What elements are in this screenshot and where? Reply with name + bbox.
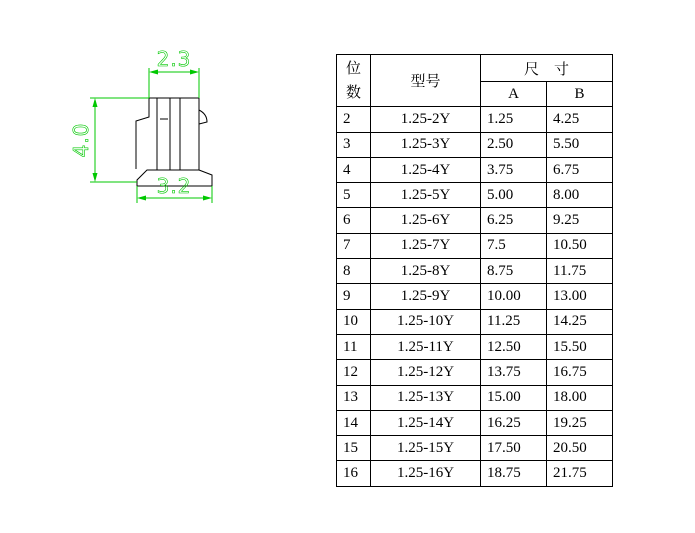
table-row <box>337 183 613 208</box>
arrow-height-top <box>93 98 98 107</box>
cell-b: 8.00 <box>547 183 613 208</box>
cell-b: 9.25 <box>547 208 613 233</box>
spec-table <box>336 54 613 487</box>
cell-positions: 6 <box>337 208 371 233</box>
arrow-bottom-left <box>137 196 146 201</box>
cell-positions: 7 <box>337 233 371 258</box>
table-row <box>337 157 613 182</box>
cell-b: 14.25 <box>547 309 613 334</box>
cell-model: 1.25-13Y <box>371 385 481 410</box>
cell-a: 8.75 <box>481 259 547 284</box>
cell-b: 21.75 <box>547 461 613 486</box>
cell-a: 11.25 <box>481 309 547 334</box>
cell-model: 1.25-2Y <box>371 107 481 132</box>
cell-b: 19.25 <box>547 410 613 435</box>
cell-a: 15.00 <box>481 385 547 410</box>
cell-a: 6.25 <box>481 208 547 233</box>
cell-a: 17.50 <box>481 436 547 461</box>
header-positions <box>337 55 371 107</box>
table-row <box>337 233 613 258</box>
table-row <box>337 410 613 435</box>
cell-b: 4.25 <box>547 107 613 132</box>
cell-b: 15.50 <box>547 334 613 359</box>
cell-model: 1.25-9Y <box>371 284 481 309</box>
cell-model: 1.25-3Y <box>371 132 481 157</box>
header-model: 型号 <box>371 55 481 107</box>
cell-model: 1.25-7Y <box>371 233 481 258</box>
cell-positions: 15 <box>337 436 371 461</box>
arrow-height-bottom <box>93 173 98 182</box>
table-row <box>337 385 613 410</box>
cell-positions: 2 <box>337 107 371 132</box>
cell-b: 11.75 <box>547 259 613 284</box>
table-row <box>337 309 613 334</box>
cell-b: 20.50 <box>547 436 613 461</box>
header-col-b: B <box>547 82 613 107</box>
cell-model: 1.25-10Y <box>371 309 481 334</box>
cell-model: 1.25-5Y <box>371 183 481 208</box>
header-positions-line2: 数 <box>345 84 361 101</box>
cell-positions: 10 <box>337 309 371 334</box>
cell-positions: 5 <box>337 183 371 208</box>
table-row <box>337 334 613 359</box>
cell-positions: 14 <box>337 410 371 435</box>
table-body <box>337 107 613 486</box>
table-header-row <box>337 55 613 82</box>
cell-model: 1.25-15Y <box>371 436 481 461</box>
dimension-height <box>69 98 149 182</box>
housing-left-wall <box>136 98 149 169</box>
cell-positions: 13 <box>337 385 371 410</box>
dimension-bottom <box>137 174 212 203</box>
cell-a: 13.75 <box>481 360 547 385</box>
cell-a: 3.75 <box>481 157 547 182</box>
cell-b: 6.75 <box>547 157 613 182</box>
header-size: 尺 寸 <box>481 55 613 82</box>
cell-model: 1.25-6Y <box>371 208 481 233</box>
dim-label-top-width: 2.3 <box>156 47 192 71</box>
table-row <box>337 107 613 132</box>
dimension-top <box>149 47 199 98</box>
header-col-a: A <box>481 82 547 107</box>
cell-b: 13.00 <box>547 284 613 309</box>
latch-bump <box>199 110 207 124</box>
cell-a: 12.50 <box>481 334 547 359</box>
cell-model: 1.25-8Y <box>371 259 481 284</box>
cell-model: 1.25-11Y <box>371 334 481 359</box>
dim-label-height: 4.0 <box>69 122 93 158</box>
cell-b: 5.50 <box>547 132 613 157</box>
cell-b: 10.50 <box>547 233 613 258</box>
connector-drawing <box>0 0 330 533</box>
arrow-bottom-right <box>203 196 212 201</box>
cell-positions: 4 <box>337 157 371 182</box>
cell-positions: 11 <box>337 334 371 359</box>
cell-model: 1.25-16Y <box>371 461 481 486</box>
cell-positions: 9 <box>337 284 371 309</box>
cell-positions: 8 <box>337 259 371 284</box>
cell-positions: 12 <box>337 360 371 385</box>
cell-a: 1.25 <box>481 107 547 132</box>
table-row <box>337 208 613 233</box>
table-row <box>337 436 613 461</box>
cell-a: 16.25 <box>481 410 547 435</box>
table-row <box>337 360 613 385</box>
cell-positions: 3 <box>337 132 371 157</box>
cell-a: 5.00 <box>481 183 547 208</box>
cell-a: 2.50 <box>481 132 547 157</box>
table-row <box>337 132 613 157</box>
cell-a: 10.00 <box>481 284 547 309</box>
header-positions-line1: 位 <box>345 60 361 77</box>
dim-label-bottom-width: 3.2 <box>156 174 192 198</box>
table-row <box>337 284 613 309</box>
cell-b: 16.75 <box>547 360 613 385</box>
cell-model: 1.25-4Y <box>371 157 481 182</box>
cell-model: 1.25-12Y <box>371 360 481 385</box>
table-row <box>337 461 613 486</box>
table-row <box>337 259 613 284</box>
cell-positions: 16 <box>337 461 371 486</box>
cell-a: 18.75 <box>481 461 547 486</box>
connector-outline <box>136 98 212 186</box>
cell-b: 18.00 <box>547 385 613 410</box>
cell-a: 7.5 <box>481 233 547 258</box>
cell-model: 1.25-14Y <box>371 410 481 435</box>
